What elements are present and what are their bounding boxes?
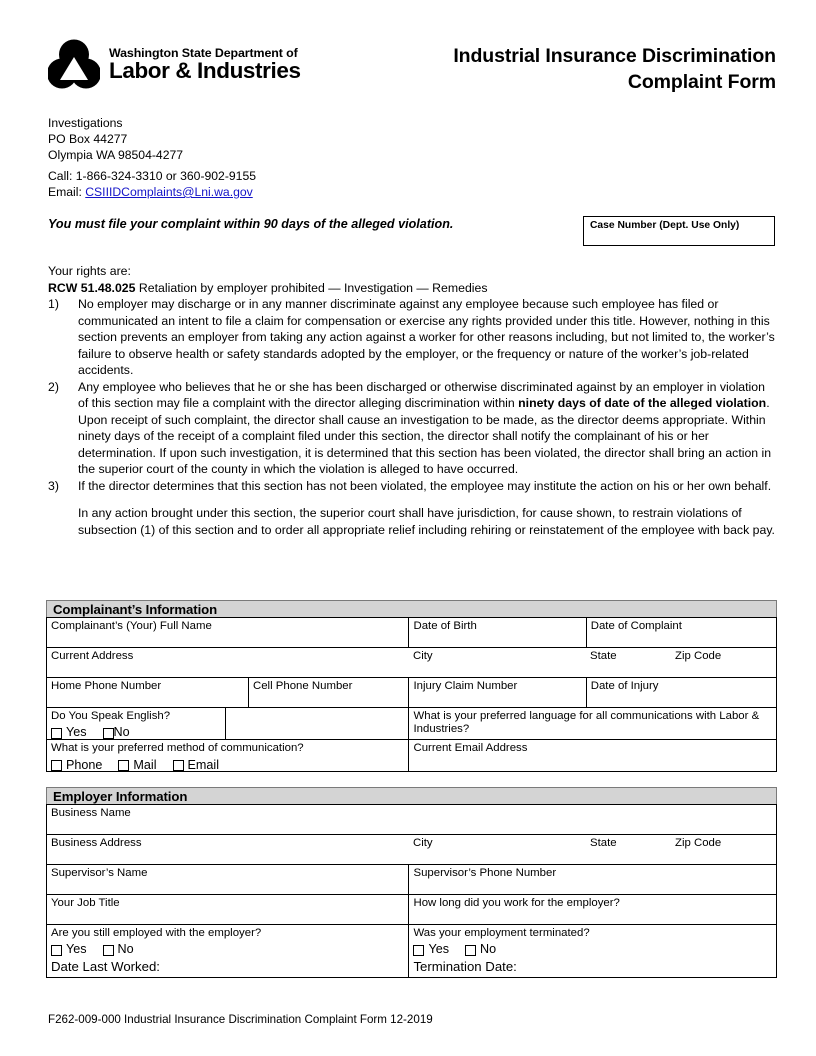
date-of-birth-cell[interactable] — [409, 618, 586, 648]
business-name-cell[interactable] — [47, 805, 777, 835]
table-row — [47, 805, 777, 835]
rights-closing-paragraph: In any action brought under this section, the superior court shall have jurisdiction, for cause shown, to restrain violations of subsection (1) of this section and to order all appropriate relief including rehiring or reinstatement of the employee with back pay. — [78, 506, 775, 537]
contact-info — [48, 169, 256, 201]
supervisor-phone-label: Supervisor’s Phone Number — [413, 867, 557, 879]
speak-english-no-label: No — [113, 725, 130, 740]
business-address-row[interactable] — [47, 835, 777, 865]
rights-item-2-text-part-b: . Upon receipt of such complaint, the director shall cause an investigation to be made, as the director deems appropriate. Within ninety days of the receipt of a complaint filed under this section, the director shall notify the complainant of his or her determination. If upon such investigation, it is determined that this section has been violated, the director shall bring an action in the superior court of the county in which the violation is alleged to have occurred. — [78, 396, 772, 477]
speak-english-label: Do You Speak English? — [51, 710, 171, 722]
employer-state-label: State — [590, 837, 617, 849]
comm-phone-checkbox[interactable] — [51, 760, 62, 771]
email-label: Email: — [48, 184, 86, 199]
page-title-line-2: Complaint Form — [627, 70, 776, 93]
address-po-box: PO Box 44277 — [48, 131, 128, 146]
comm-email-checkbox[interactable] — [173, 760, 184, 771]
speak-english-options — [51, 726, 225, 739]
terminated-cell — [409, 925, 777, 978]
rights-section — [48, 263, 778, 539]
agency-line-1: Washington State Department of — [109, 45, 298, 60]
table-row — [47, 835, 777, 865]
comm-mail-checkbox[interactable] — [118, 760, 129, 771]
rights-item-2-number: 2) — [48, 379, 59, 394]
table-row — [47, 865, 777, 895]
case-number-label: Case Number (Dept. Use Only) — [590, 220, 740, 231]
supervisor-name-label: Supervisor’s Name — [51, 867, 148, 879]
comm-email-label: Email — [187, 757, 220, 772]
city-label: City — [413, 650, 433, 662]
address-unit: Investigations — [48, 116, 123, 130]
table-row — [47, 895, 777, 925]
job-title-label: Your Job Title — [51, 897, 120, 909]
full-name-label: Complainant’s (Your) Full Name — [51, 620, 212, 632]
current-email-label: Current Email Address — [413, 742, 528, 755]
rights-item-1-number: 1) — [48, 297, 59, 312]
still-employed-yes-checkbox[interactable] — [51, 945, 62, 956]
address-city-state-zip: Olympia WA 98504-4277 — [48, 147, 184, 162]
cell-phone-cell[interactable] — [249, 678, 352, 707]
business-name-label: Business Name — [51, 807, 131, 819]
date-last-worked-row[interactable] — [51, 959, 408, 975]
business-address-label: Business Address — [51, 837, 142, 849]
agency-logo — [48, 38, 301, 90]
cell-phone-label: Cell Phone Number — [253, 680, 353, 692]
contact-email-row — [48, 185, 256, 201]
still-employed-label: Are you still employed with the employer? — [51, 927, 262, 939]
supervisor-phone-cell[interactable] — [409, 865, 777, 895]
rights-item-1-text: No employer may discharge or in any manner discriminate against any employee because such employee has filed or communicated an intent to file a claim for compensation or exercise any rights provided under this title. However, nothing in this section prevents an employer from taking any action against a worker for other reasons including, but not limited to, the worker’s failure to observe health or safety standards adopted by the employer, or the frequency or nature of the worker’s job-related accidents. — [78, 297, 775, 378]
injury-claim-number-label: Injury Claim Number — [413, 680, 518, 692]
rights-item-2-text-part-a: Any employee who believes that he or she has been discharged or otherwise discriminated against by an employer in violation of this section may file a complaint with the director alleging discrimination within — [78, 379, 765, 411]
still-employed-yes-label: Yes — [66, 942, 87, 957]
mailing-address — [48, 116, 183, 164]
date-of-complaint-cell[interactable] — [586, 618, 776, 648]
terminated-yes-label: Yes — [428, 942, 450, 957]
termination-date-row[interactable] — [413, 959, 776, 975]
preferred-language-cell[interactable] — [409, 708, 777, 740]
rcw-title: Retaliation by employer prohibited — Investigation — Remedies — [135, 280, 488, 295]
supervisor-name-cell[interactable] — [47, 865, 409, 895]
termination-date-label: Termination Date: — [413, 959, 517, 975]
comm-mail-label: Mail — [133, 757, 157, 772]
table-row — [47, 648, 777, 678]
table-row — [47, 925, 777, 978]
rights-item-2-emphasis: ninety days of date of the alleged violation — [518, 396, 767, 411]
complainant-table — [46, 617, 777, 772]
rights-lead: Your rights are: — [48, 264, 131, 278]
agency-line-2: Labor & Industries — [109, 58, 301, 84]
employment-duration-cell[interactable] — [409, 895, 777, 925]
speak-english-cell — [47, 708, 226, 739]
table-row — [47, 740, 777, 772]
home-phone-cell[interactable] — [47, 678, 249, 707]
state-label: State — [590, 650, 617, 662]
page-title — [346, 44, 776, 95]
current-address-label: Current Address — [51, 650, 134, 662]
trefoil-circles-logo-icon — [48, 38, 100, 90]
communication-method-cell — [47, 740, 409, 772]
speak-english-no-checkbox[interactable] — [103, 728, 114, 739]
speak-english-cell-wrap — [47, 708, 409, 740]
contact-phone: Call: 1-866-324-3310 or 360-902-9155 — [48, 169, 257, 183]
rights-item-3-number: 3) — [48, 478, 59, 493]
complainant-section-heading: Complainant’s Information — [46, 600, 777, 617]
page-header — [48, 38, 776, 108]
page-title-line-1: Industrial Insurance Discrimination — [453, 45, 776, 67]
rcw-number: RCW 51.48.025 — [48, 280, 136, 295]
communication-method-options — [51, 759, 408, 772]
complainant-information-section — [46, 600, 777, 772]
address-line — [51, 650, 776, 663]
zip-code-label: Zip Code — [675, 650, 722, 662]
filing-deadline-notice: You must file your complaint within 90 days of the alleged violation. — [48, 217, 454, 231]
agency-wordmark — [109, 45, 301, 84]
employer-zip-label: Zip Code — [675, 837, 722, 849]
communication-method-label: What is your preferred method of communication? — [51, 742, 304, 755]
still-employed-no-checkbox[interactable] — [103, 945, 114, 956]
current-email-cell[interactable] — [409, 740, 777, 772]
employer-city-label: City — [413, 837, 433, 849]
email-link[interactable]: CSIIIDComplaints@Lni.wa.gov — [85, 184, 253, 199]
terminated-options — [413, 943, 776, 956]
employer-table — [46, 804, 777, 978]
date-of-injury-label: Date of Injury — [590, 680, 659, 692]
table-row — [47, 618, 777, 648]
rights-list — [48, 296, 778, 538]
terminated-no-label: No — [480, 942, 497, 957]
job-title-cell[interactable] — [47, 895, 409, 925]
rcw-citation — [48, 280, 778, 297]
rights-item-2 — [48, 379, 778, 478]
employment-duration-label: How long did you work for the employer? — [413, 897, 620, 909]
preferred-language-label: What is your preferred language for all communications with Labor & Industries? — [413, 710, 760, 736]
business-address-line — [51, 837, 776, 850]
full-name-cell[interactable] — [47, 618, 409, 648]
phone-numbers-cell — [47, 678, 409, 708]
date-of-injury-cell[interactable] — [586, 678, 776, 708]
phone-pair — [47, 678, 408, 707]
terminated-yes-checkbox[interactable] — [413, 945, 424, 956]
table-row — [47, 708, 777, 740]
employer-section-heading: Employer Information — [46, 787, 777, 804]
rights-item-3 — [48, 478, 778, 539]
date-last-worked-label: Date Last Worked: — [51, 959, 160, 975]
current-address-row[interactable] — [47, 648, 777, 678]
date-of-birth-label: Date of Birth — [413, 620, 477, 632]
still-employed-no-label: No — [117, 942, 134, 957]
form-footer: F262-009-000 Industrial Insurance Discrimination Complaint Form 12-2019 — [48, 1013, 433, 1026]
terminated-no-checkbox[interactable] — [465, 945, 476, 956]
rights-item-1 — [48, 296, 778, 379]
employer-information-section — [46, 787, 777, 978]
injury-claim-number-cell[interactable] — [409, 678, 586, 708]
terminated-label: Was your employment terminated? — [413, 927, 590, 939]
home-phone-label: Home Phone Number — [51, 680, 162, 692]
still-employed-options — [51, 943, 408, 956]
speak-english-yes-checkbox[interactable] — [51, 728, 62, 739]
rights-item-3-text: If the director determines that this section has not been violated, the employee may institute the action on his or her own behalf. — [78, 478, 772, 493]
date-of-complaint-label: Date of Complaint — [590, 620, 682, 632]
case-number-box[interactable] — [583, 216, 775, 246]
speak-english-yes-label: Yes — [66, 725, 87, 740]
comm-phone-label: Phone — [66, 757, 103, 772]
still-employed-cell — [47, 925, 409, 978]
table-row — [47, 678, 777, 708]
